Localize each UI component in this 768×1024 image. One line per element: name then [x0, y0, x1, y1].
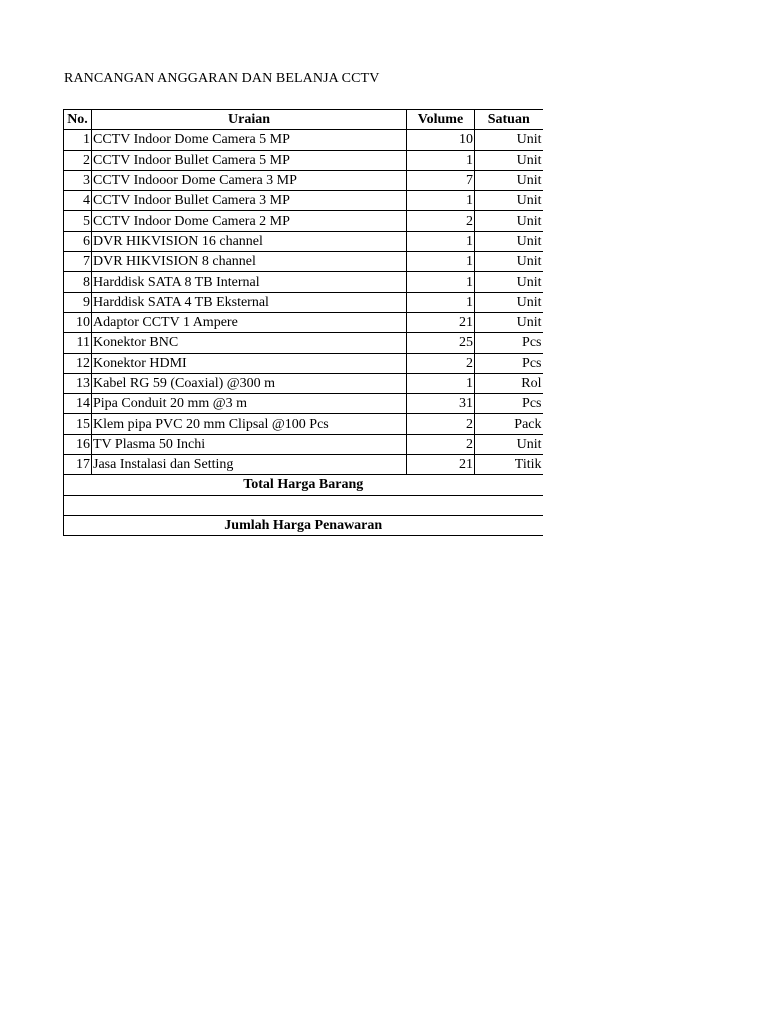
total-harga-label: Total Harga Barang: [64, 475, 543, 495]
table-row: [64, 353, 543, 373]
cell-satuan: Pcs: [475, 394, 543, 414]
cell-volume: 1: [407, 272, 475, 292]
table-row: [64, 373, 543, 393]
cell-no: 14: [64, 394, 92, 414]
cell-volume: 31: [407, 394, 475, 414]
cell-satuan: Unit: [475, 252, 543, 272]
table-row: [64, 130, 543, 150]
table-row: [64, 191, 543, 211]
cell-volume: 2: [407, 353, 475, 373]
cell-volume: 2: [407, 434, 475, 454]
budget-table: [63, 109, 543, 536]
cell-volume: 2: [407, 414, 475, 434]
cell-uraian: CCTV Indoor Dome Camera 2 MP: [92, 211, 407, 231]
cell-satuan: Unit: [475, 312, 543, 332]
jumlah-harga-label: Jumlah Harga Penawaran: [64, 515, 543, 535]
cell-uraian: CCTV Indoor Bullet Camera 5 MP: [92, 150, 407, 170]
cell-satuan: Rol: [475, 373, 543, 393]
table-row: [64, 434, 543, 454]
cell-volume: 1: [407, 373, 475, 393]
cell-satuan: Pack: [475, 414, 543, 434]
cell-volume: 25: [407, 333, 475, 353]
table-row: [64, 292, 543, 312]
cell-satuan: Unit: [475, 292, 543, 312]
cell-no: 16: [64, 434, 92, 454]
cell-uraian: DVR HIKVISION 16 channel: [92, 231, 407, 251]
cell-no: 11: [64, 333, 92, 353]
header-no: No.: [64, 110, 92, 130]
cell-no: 15: [64, 414, 92, 434]
cell-volume: 2: [407, 211, 475, 231]
cell-uraian: Harddisk SATA 4 TB Eksternal: [92, 292, 407, 312]
cell-no: 7: [64, 252, 92, 272]
cell-satuan: Titik: [475, 455, 543, 475]
cell-satuan: Unit: [475, 272, 543, 292]
cell-volume: 10: [407, 130, 475, 150]
cell-uraian: CCTV Indooor Dome Camera 3 MP: [92, 170, 407, 190]
cell-satuan: Unit: [475, 434, 543, 454]
table-row: [64, 333, 543, 353]
cell-uraian: Kabel RG 59 (Coaxial) @300 m: [92, 373, 407, 393]
cell-satuan: Unit: [475, 191, 543, 211]
cell-uraian: Adaptor CCTV 1 Ampere: [92, 312, 407, 332]
cell-satuan: Pcs: [475, 333, 543, 353]
table-row: [64, 455, 543, 475]
cell-volume: 1: [407, 231, 475, 251]
cell-volume: 21: [407, 312, 475, 332]
header-volume: Volume: [407, 110, 475, 130]
table-row: [64, 414, 543, 434]
cell-uraian: Pipa Conduit 20 mm @3 m: [92, 394, 407, 414]
cell-uraian: Harddisk SATA 8 TB Internal: [92, 272, 407, 292]
cell-no: 9: [64, 292, 92, 312]
cell-satuan: Unit: [475, 150, 543, 170]
cell-no: 10: [64, 312, 92, 332]
cell-volume: 7: [407, 170, 475, 190]
cell-satuan: Unit: [475, 211, 543, 231]
table-row: [64, 252, 543, 272]
table-row: [64, 150, 543, 170]
cell-satuan: Unit: [475, 231, 543, 251]
cell-volume: 1: [407, 191, 475, 211]
cell-no: 3: [64, 170, 92, 190]
cell-satuan: Unit: [475, 130, 543, 150]
cell-uraian: DVR HIKVISION 8 channel: [92, 252, 407, 272]
cell-no: 12: [64, 353, 92, 373]
cell-no: 8: [64, 272, 92, 292]
table-row: [64, 394, 543, 414]
cell-no: 17: [64, 455, 92, 475]
header-satuan: Satuan: [475, 110, 543, 130]
cell-uraian: CCTV Indoor Dome Camera 5 MP: [92, 130, 407, 150]
cell-uraian: Konektor HDMI: [92, 353, 407, 373]
jumlah-row: [64, 515, 543, 535]
table-row: [64, 211, 543, 231]
cell-uraian: Jasa Instalasi dan Setting: [92, 455, 407, 475]
table-row: [64, 170, 543, 190]
table-header-row: [64, 110, 543, 130]
cell-no: 4: [64, 191, 92, 211]
cell-satuan: Unit: [475, 170, 543, 190]
document-title: RANCANGAN ANGGARAN DAN BELANJA CCTV: [64, 71, 380, 86]
empty-row: [64, 495, 543, 515]
cell-uraian: Klem pipa PVC 20 mm Clipsal @100 Pcs: [92, 414, 407, 434]
table-row: [64, 312, 543, 332]
cell-no: 2: [64, 150, 92, 170]
header-uraian: Uraian: [92, 110, 407, 130]
cell-no: 5: [64, 211, 92, 231]
table-body: [64, 130, 543, 475]
cell-volume: 1: [407, 252, 475, 272]
cell-no: 6: [64, 231, 92, 251]
table-row: [64, 272, 543, 292]
cell-satuan: Pcs: [475, 353, 543, 373]
empty-cell: [64, 495, 543, 515]
cell-volume: 21: [407, 455, 475, 475]
cell-volume: 1: [407, 150, 475, 170]
cell-no: 1: [64, 130, 92, 150]
cell-volume: 1: [407, 292, 475, 312]
table-row: [64, 231, 543, 251]
total-row: [64, 475, 543, 495]
cell-uraian: TV Plasma 50 Inchi: [92, 434, 407, 454]
cell-no: 13: [64, 373, 92, 393]
cell-uraian: CCTV Indoor Bullet Camera 3 MP: [92, 191, 407, 211]
cell-uraian: Konektor BNC: [92, 333, 407, 353]
